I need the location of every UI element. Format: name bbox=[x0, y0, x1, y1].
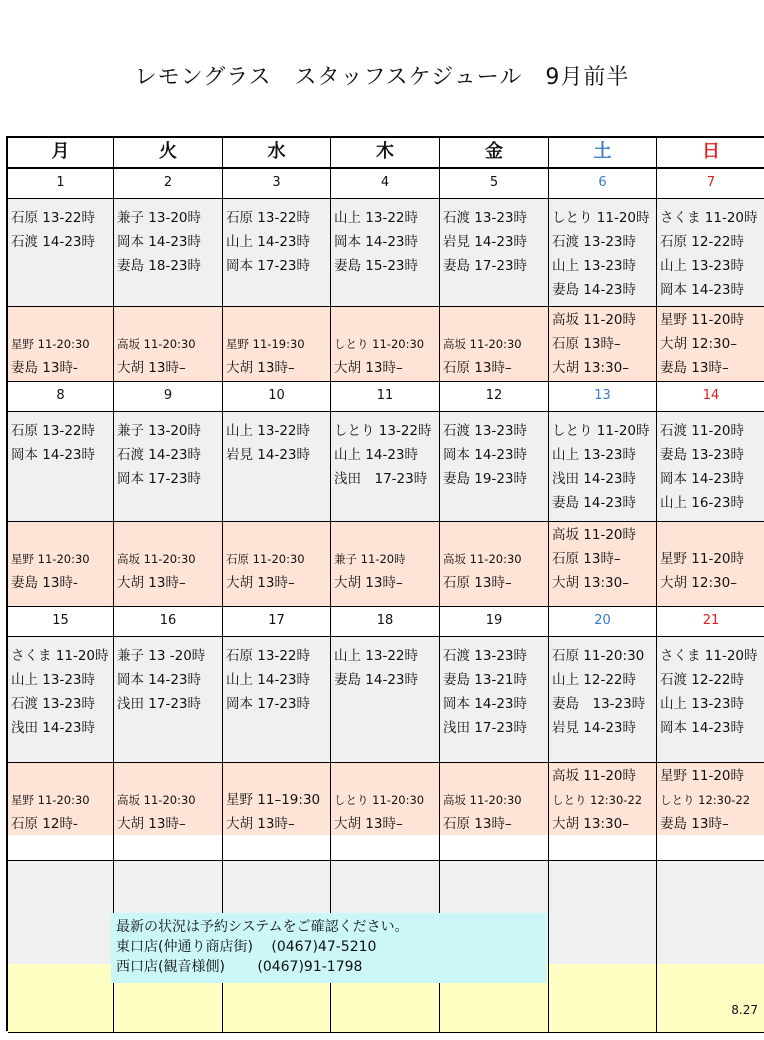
date-cell: 12 bbox=[440, 382, 549, 412]
shift-entry: 石渡 13-23時 bbox=[443, 423, 528, 439]
evening-shifts bbox=[440, 763, 549, 838]
morning-shifts bbox=[331, 637, 440, 763]
evening-shifts bbox=[331, 522, 440, 607]
shift-entry: 石渡 13-23時 bbox=[443, 210, 528, 226]
footer-cell bbox=[8, 964, 114, 1033]
shift-entry: 石渡 14-23時 bbox=[11, 234, 96, 250]
blank-cell bbox=[657, 835, 764, 861]
shift-entry: 大胡 13:30– bbox=[552, 360, 629, 376]
shift-entry: 高坂 11-20:30 bbox=[443, 793, 522, 807]
shift-entry: 岡本 14-23時 bbox=[117, 672, 202, 688]
evening-shifts bbox=[114, 763, 223, 838]
shift-entry: 大胡 13時– bbox=[334, 575, 403, 591]
morning-shifts bbox=[114, 199, 223, 307]
footer-cell bbox=[549, 964, 657, 1033]
shift-entry: 大胡 13時– bbox=[117, 816, 186, 832]
shift-entry: 妻島 18-23時 bbox=[117, 258, 202, 274]
shift-entry: 岡本 17-23時 bbox=[226, 696, 311, 712]
shift-entry: 岡本 17-23時 bbox=[226, 258, 311, 274]
shift-entry: 山上 13-22時 bbox=[334, 648, 419, 664]
shift-entry: 浅田 14-23時 bbox=[552, 471, 637, 487]
date-cell: 19 bbox=[440, 607, 549, 637]
shift-entry: 山上 13-22時 bbox=[334, 210, 419, 226]
shift-entry: 山上 13-23時 bbox=[660, 258, 745, 274]
shift-entry: 石渡 14-23時 bbox=[117, 447, 202, 463]
shift-entry: 山上 13-23時 bbox=[11, 672, 96, 688]
morning-shifts bbox=[331, 412, 440, 522]
shift-entry: 浅田 14-23時 bbox=[11, 720, 96, 736]
morning-shifts bbox=[549, 199, 657, 307]
shift-entry: 星野 11–19:30 bbox=[226, 792, 321, 808]
date-cell: 16 bbox=[114, 607, 223, 637]
shift-entry: 山上 14-23時 bbox=[226, 234, 311, 250]
shift-entry: 岩見 14-23時 bbox=[443, 234, 528, 250]
evening-shifts bbox=[331, 307, 440, 382]
shift-entry: 岡本 14-23時 bbox=[443, 447, 528, 463]
shift-entry: しとり 13-22時 bbox=[334, 423, 432, 439]
morning-shifts bbox=[657, 412, 764, 522]
shift-entry: 大胡 13:30– bbox=[552, 816, 629, 832]
page-title: レモングラス スタッフスケジュール 9月前半 bbox=[134, 65, 630, 90]
notice-box bbox=[111, 913, 547, 983]
shift-entry: 石渡 13-23時 bbox=[11, 696, 96, 712]
shift-entry: 山上 14-23時 bbox=[334, 447, 419, 463]
shift-entry: 妻島 13-23時 bbox=[552, 696, 646, 712]
shift-entry: 大胡 13時– bbox=[226, 575, 295, 591]
morning-shifts bbox=[114, 412, 223, 522]
shift-entry: 妻島 14-23時 bbox=[334, 672, 419, 688]
evening-shifts bbox=[549, 763, 657, 838]
shift-entry: 石渡 12-22時 bbox=[660, 672, 745, 688]
shift-entry: 星野 11-20時 bbox=[660, 312, 745, 328]
empty-cell bbox=[549, 861, 657, 964]
notice-east-store: 東口店(仲通り商店街) (0467)47-5210 bbox=[116, 939, 377, 955]
shift-entry: 浅田 17-23時 bbox=[334, 471, 428, 487]
date-cell: 2 bbox=[114, 169, 223, 199]
evening-shifts bbox=[440, 307, 549, 382]
date-cell: 6 bbox=[549, 169, 657, 199]
evening-shifts bbox=[8, 522, 114, 607]
shift-entry: 大胡 13時– bbox=[226, 360, 295, 376]
evening-shifts bbox=[223, 522, 331, 607]
shift-entry: 大胡 12:30– bbox=[660, 575, 737, 591]
shift-entry: しとり 11-20:30 bbox=[334, 337, 425, 351]
date-cell: 15 bbox=[8, 607, 114, 637]
shift-entry: 山上 12-22時 bbox=[552, 672, 637, 688]
shift-entry: さくま 11-20時 bbox=[11, 648, 109, 664]
shift-entry: 石原 13時– bbox=[443, 360, 512, 376]
shift-entry: 高坂 11-20:30 bbox=[443, 552, 522, 566]
blank-cell bbox=[8, 835, 114, 861]
evening-shifts bbox=[114, 307, 223, 382]
shift-entry: 石原 11-20:30 bbox=[226, 552, 305, 566]
date-cell: 8 bbox=[8, 382, 114, 412]
shift-entry: 高坂 11-20:30 bbox=[443, 337, 522, 351]
date-cell: 13 bbox=[549, 382, 657, 412]
shift-entry: 大胡 13時– bbox=[117, 360, 186, 376]
shift-entry: 妻島 15-23時 bbox=[334, 258, 419, 274]
shift-entry: 高坂 11-20時 bbox=[552, 527, 637, 543]
shift-entry: 石原 11-20:30 bbox=[552, 648, 645, 664]
notice-west-store: 西口店(観音様側) (0467)91-1798 bbox=[116, 959, 363, 975]
shift-entry: 大胡 13時– bbox=[334, 360, 403, 376]
weekday-header: 水 bbox=[223, 138, 331, 169]
shift-entry: 大胡 12:30– bbox=[660, 336, 737, 352]
date-cell: 11 bbox=[331, 382, 440, 412]
shift-entry: しとり 11-20時 bbox=[552, 210, 650, 226]
shift-entry: 石原 13-22時 bbox=[11, 423, 96, 439]
morning-shifts bbox=[657, 199, 764, 307]
morning-shifts bbox=[223, 412, 331, 522]
evening-shifts bbox=[657, 307, 764, 382]
shift-entry: 妻島 13時- bbox=[11, 575, 78, 591]
evening-shifts bbox=[223, 763, 331, 838]
shift-entry: 妻島 13時– bbox=[660, 360, 729, 376]
shift-entry: 妻島 13-21時 bbox=[443, 672, 528, 688]
shift-entry: 高坂 11-20:30 bbox=[117, 337, 196, 351]
shift-entry: 妻島 13時- bbox=[11, 360, 78, 376]
shift-entry: 浅田 17-23時 bbox=[443, 720, 528, 736]
blank-cell bbox=[549, 835, 657, 861]
schedule-grid bbox=[6, 136, 764, 1031]
shift-entry: 石渡 13-23時 bbox=[552, 234, 637, 250]
morning-shifts bbox=[8, 199, 114, 307]
version-label: 8.27 bbox=[731, 1003, 758, 1017]
date-cell: 1 bbox=[8, 169, 114, 199]
shift-entry: 岡本 14-23時 bbox=[660, 282, 745, 298]
shift-entry: 高坂 11-20時 bbox=[552, 312, 637, 328]
shift-entry: 高坂 11-20:30 bbox=[117, 552, 196, 566]
evening-shifts bbox=[657, 763, 764, 838]
shift-entry: 岡本 17-23時 bbox=[117, 471, 202, 487]
shift-entry: 兼子 13-20時 bbox=[117, 423, 202, 439]
date-cell: 5 bbox=[440, 169, 549, 199]
morning-shifts bbox=[8, 637, 114, 763]
shift-entry: 大胡 13時– bbox=[117, 575, 186, 591]
morning-shifts bbox=[440, 637, 549, 763]
weekday-header: 日 bbox=[657, 138, 764, 169]
date-cell: 9 bbox=[114, 382, 223, 412]
shift-entry: 星野 11-20:30 bbox=[11, 337, 90, 351]
shift-entry: 妻島 13-23時 bbox=[660, 447, 745, 463]
shift-entry: 石原 13時– bbox=[443, 575, 512, 591]
evening-shifts bbox=[549, 307, 657, 382]
shift-entry: 岩見 14-23時 bbox=[552, 720, 637, 736]
shift-entry: 妻島 17-23時 bbox=[443, 258, 528, 274]
blank-cell bbox=[114, 835, 223, 861]
morning-shifts bbox=[657, 637, 764, 763]
weekday-header: 金 bbox=[440, 138, 549, 169]
shift-entry: 大胡 13:30– bbox=[552, 575, 629, 591]
empty-cell bbox=[657, 861, 764, 964]
evening-shifts bbox=[549, 522, 657, 607]
shift-entry: しとり 12:30-22 bbox=[660, 793, 751, 807]
shift-entry: 石原 13時– bbox=[552, 551, 621, 567]
shift-entry: 高坂 11-20時 bbox=[552, 768, 637, 784]
shift-entry: 石原 12時- bbox=[11, 816, 78, 832]
evening-shifts bbox=[440, 522, 549, 607]
shift-entry: 大胡 13時– bbox=[334, 816, 403, 832]
shift-entry: 岡本 14-23時 bbox=[117, 234, 202, 250]
shift-entry: 妻島 19-23時 bbox=[443, 471, 528, 487]
evening-shifts bbox=[223, 307, 331, 382]
morning-shifts bbox=[549, 637, 657, 763]
shift-entry: 高坂 11-20:30 bbox=[117, 793, 196, 807]
evening-shifts bbox=[331, 763, 440, 838]
shift-entry: 浅田 17-23時 bbox=[117, 696, 202, 712]
shift-entry: 兼子 11-20時 bbox=[334, 552, 406, 566]
shift-entry: 岡本 14-23時 bbox=[660, 720, 745, 736]
shift-entry: 星野 11-20時 bbox=[660, 551, 745, 567]
date-cell: 7 bbox=[657, 169, 764, 199]
shift-entry: 兼子 13-20時 bbox=[117, 210, 202, 226]
shift-entry: 石原 13-22時 bbox=[226, 210, 311, 226]
shift-entry: 妻島 13時– bbox=[660, 816, 729, 832]
shift-entry: 石原 13-22時 bbox=[11, 210, 96, 226]
shift-entry: 大胡 13時– bbox=[226, 816, 295, 832]
morning-shifts bbox=[440, 199, 549, 307]
date-cell: 3 bbox=[223, 169, 331, 199]
shift-entry: 石渡 13-23時 bbox=[443, 648, 528, 664]
shift-entry: しとり 12:30-22 bbox=[552, 793, 643, 807]
shift-entry: 星野 11-20時 bbox=[660, 768, 745, 784]
shift-entry: 山上 16-23時 bbox=[660, 495, 745, 511]
evening-shifts bbox=[8, 763, 114, 838]
morning-shifts bbox=[8, 412, 114, 522]
morning-shifts bbox=[223, 637, 331, 763]
weekday-header: 月 bbox=[8, 138, 114, 169]
shift-entry: 山上 13-23時 bbox=[660, 696, 745, 712]
morning-shifts bbox=[114, 637, 223, 763]
shift-entry: さくま 11-20時 bbox=[660, 648, 758, 664]
shift-entry: 岡本 14-23時 bbox=[443, 696, 528, 712]
footer-cell bbox=[657, 964, 764, 1033]
evening-shifts bbox=[657, 522, 764, 607]
date-cell: 18 bbox=[331, 607, 440, 637]
shift-entry: 岡本 14-23時 bbox=[334, 234, 419, 250]
shift-entry: 妻島 14-23時 bbox=[552, 495, 637, 511]
morning-shifts bbox=[223, 199, 331, 307]
morning-shifts bbox=[440, 412, 549, 522]
evening-shifts bbox=[8, 307, 114, 382]
shift-entry: しとり 11-20時 bbox=[552, 423, 650, 439]
empty-cell bbox=[8, 861, 114, 964]
shift-entry: 山上 14-23時 bbox=[226, 672, 311, 688]
shift-entry: 岩見 14-23時 bbox=[226, 447, 311, 463]
date-cell: 14 bbox=[657, 382, 764, 412]
date-cell: 10 bbox=[223, 382, 331, 412]
shift-entry: 妻島 14-23時 bbox=[552, 282, 637, 298]
shift-entry: 石原 13時– bbox=[552, 336, 621, 352]
shift-entry: 星野 11-20:30 bbox=[11, 552, 90, 566]
notice-line: 最新の状況は予約システムをご確認ください。 bbox=[116, 919, 409, 935]
shift-entry: 岡本 14-23時 bbox=[11, 447, 96, 463]
shift-entry: 石原 13時– bbox=[443, 816, 512, 832]
shift-entry: 山上 13-22時 bbox=[226, 423, 311, 439]
morning-shifts bbox=[549, 412, 657, 522]
shift-entry: 岡本 14-23時 bbox=[660, 471, 745, 487]
date-cell: 4 bbox=[331, 169, 440, 199]
shift-entry: さくま 11-20時 bbox=[660, 210, 758, 226]
blank-cell bbox=[440, 835, 549, 861]
weekday-header: 木 bbox=[331, 138, 440, 169]
shift-entry: 星野 11-20:30 bbox=[11, 793, 90, 807]
weekday-header: 土 bbox=[549, 138, 657, 169]
date-cell: 21 bbox=[657, 607, 764, 637]
morning-shifts bbox=[331, 199, 440, 307]
shift-entry: しとり 11-20:30 bbox=[334, 793, 425, 807]
shift-entry: 兼子 13 -20時 bbox=[117, 648, 206, 664]
shift-entry: 星野 11-19:30 bbox=[226, 337, 305, 351]
weekday-header: 火 bbox=[114, 138, 223, 169]
shift-entry: 山上 13-23時 bbox=[552, 447, 637, 463]
date-cell: 17 bbox=[223, 607, 331, 637]
blank-cell bbox=[331, 835, 440, 861]
shift-entry: 石原 13-22時 bbox=[226, 648, 311, 664]
blank-cell bbox=[223, 835, 331, 861]
evening-shifts bbox=[114, 522, 223, 607]
shift-entry: 石原 12-22時 bbox=[660, 234, 745, 250]
shift-entry: 山上 13-23時 bbox=[552, 258, 637, 274]
date-cell: 20 bbox=[549, 607, 657, 637]
shift-entry: 石渡 11-20時 bbox=[660, 423, 745, 439]
